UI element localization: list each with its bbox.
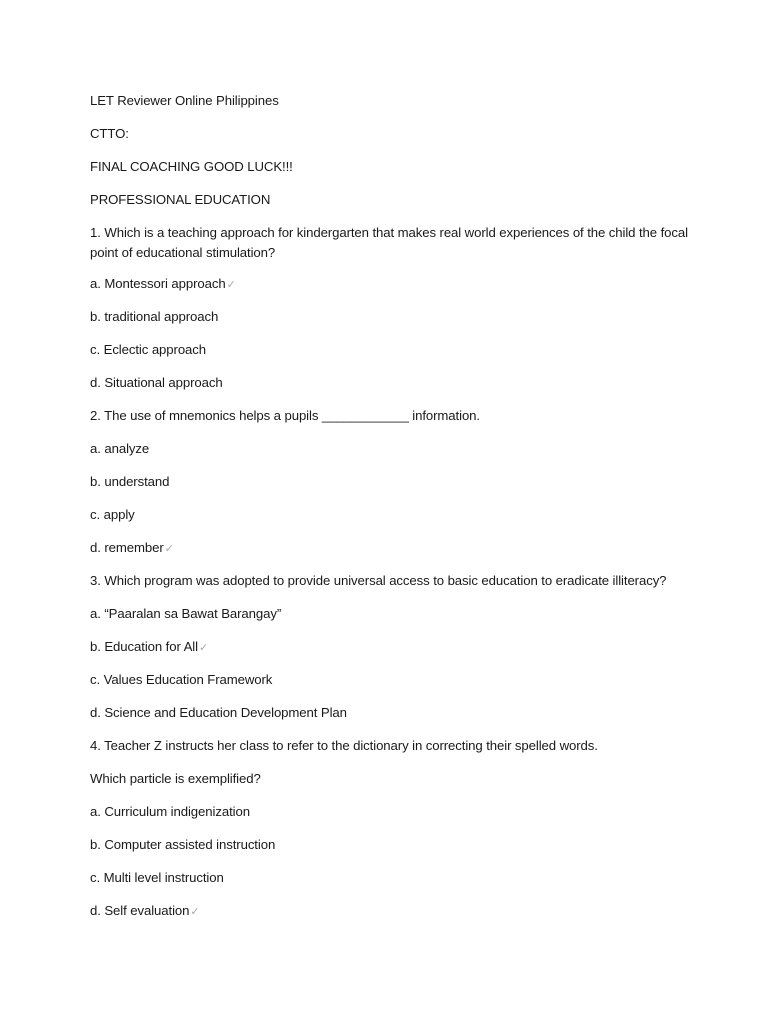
source-line: LET Reviewer Online Philippines xyxy=(90,93,279,108)
choice-text: d. remember xyxy=(90,540,164,555)
check-mark-icon: ✓ xyxy=(190,905,200,918)
question-2-choice-c: c. apply xyxy=(90,507,135,522)
question-1-choice-d: d. Situational approach xyxy=(90,375,223,390)
subject-heading: PROFESSIONAL EDUCATION xyxy=(90,192,271,207)
question-4-followup: Which particle is exemplified? xyxy=(90,771,261,786)
question-3-choice-d: d. Science and Education Development Plan xyxy=(90,705,347,720)
document-body xyxy=(90,93,690,936)
question-3-choice-a: a. “Paaralan sa Bawat Barangay” xyxy=(90,606,282,621)
question-3-choice-c: c. Values Education Framework xyxy=(90,672,273,687)
question-3-choice-b xyxy=(90,639,690,655)
question-1-choice-b: b. traditional approach xyxy=(90,309,219,324)
question-4-choice-c: c. Multi level instruction xyxy=(90,870,224,885)
check-mark-icon: ✓ xyxy=(198,641,209,654)
question-1: 1. Which is a teaching approach for kindergarten that makes real world experiences of the child the focal point of educational stimulation? xyxy=(90,225,688,260)
credit-line: CTTO: xyxy=(90,126,129,141)
question-1-choice-c: c. Eclectic approach xyxy=(90,342,207,357)
question-1-choice-a xyxy=(90,276,690,292)
question-3: 3. Which program was adopted to provide universal access to basic education to eradicate illiteracy? xyxy=(90,573,667,588)
question-2-choice-a: a. analyze xyxy=(90,441,150,456)
choice-text: b. Education for All xyxy=(90,639,198,654)
question-4-choice-b: b. Computer assisted instruction xyxy=(90,837,276,852)
question-4: 4. Teacher Z instructs her class to refer to the dictionary in correcting their spelled words. xyxy=(90,738,598,753)
choice-text: a. Montessori approach xyxy=(90,276,226,291)
question-2-choice-d xyxy=(90,540,690,556)
question-4-choice-d xyxy=(90,903,690,919)
greeting-line: FINAL COACHING GOOD LUCK!!! xyxy=(90,159,293,174)
choice-text: d. Self evaluation xyxy=(90,903,190,918)
check-mark-icon: ✓ xyxy=(226,278,236,291)
question-4-choice-a: a. Curriculum indigenization xyxy=(90,804,250,819)
question-2: 2. The use of mnemonics helps a pupils ____________ information. xyxy=(90,408,480,423)
check-mark-icon: ✓ xyxy=(164,542,174,555)
question-2-choice-b: b. understand xyxy=(90,474,170,489)
